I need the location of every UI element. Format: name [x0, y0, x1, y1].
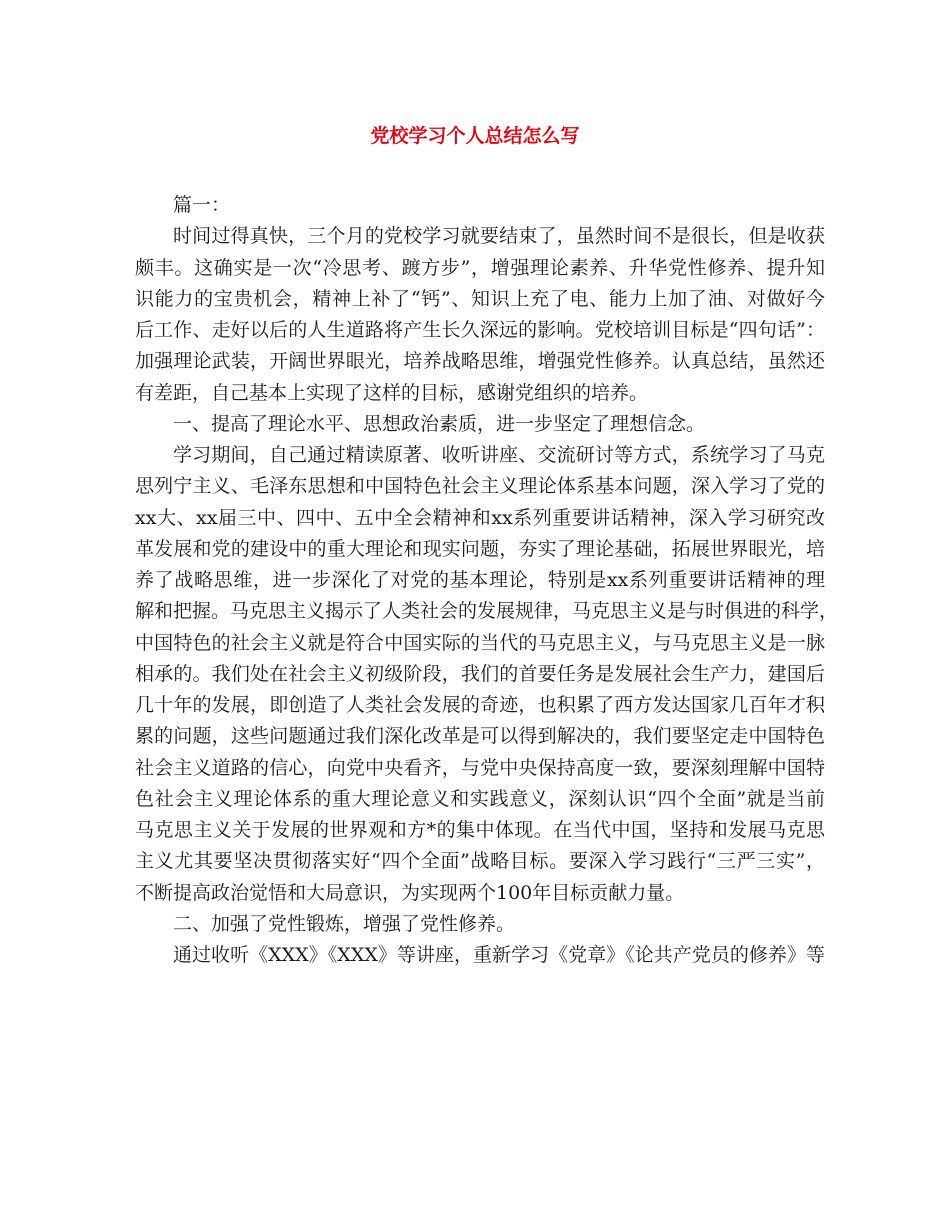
text-line: 解和把握。马克思主义揭示了人类社会的发展规律，马克思主义是与时俱进的科学， — [135, 600, 839, 623]
text-line: 养了战略思维，进一步深化了对党的基本理论，特别是xx系列重要讲话精神的理 — [135, 569, 825, 591]
paragraph-party-spirit — [135, 940, 825, 971]
text-line: 学习期间，自己通过精读原著、收听讲座、交流研讨等方式，系统学习了马克 — [173, 444, 825, 466]
text-line: 后工作、走好以后的人生道路将产生长久深远的影响。党校培训目标是“四句话”： — [135, 319, 825, 341]
text-line: 主义尤其要坚决贯彻落实好“四个全面”战略目标。要深入学习践行“三严三实”， — [135, 850, 825, 873]
text-line: 革发展和党的建设中的重大理论和现实问题，夯实了理论基础，拓展世界眼光，培 — [135, 537, 825, 560]
text-line: 几十年的发展，即创造了人类社会发展的奇迹，也积累了西方发达国家几百年才积 — [135, 694, 825, 716]
section-heading-two — [135, 909, 825, 940]
text-line: 加强理论武装，开阔世界眼光，培养战略思维，增强党性修养。认真总结，虽然还 — [135, 350, 825, 373]
text-line: 识能力的宝贵机会，精神上补了“钙”、知识上充了电、能力上加了油、对做好今 — [135, 287, 825, 310]
text-line: 通过收听《XXX》《XXX》等讲座，重新学习《党章》《论共产党员的修养》等 — [173, 944, 825, 966]
text-line: 有差距，自己基本上实现了这样的目标，感谢党组织的培养。 — [135, 381, 649, 404]
document-title: 党校学习个人总结怎么写 — [370, 125, 580, 147]
text-line: 颇丰。这确实是一次“冷思考、踱方步”，增强理论素养、升华党性修养、提升知 — [135, 256, 825, 279]
text-line: 时间过得真快，三个月的党校学习就要结束了，虽然时间不是很长，但是收获 — [173, 225, 825, 248]
paragraph-intro — [135, 221, 825, 409]
text-line: xx大、xx届三中、四中、五中全会精神和xx系列重要讲话精神，深入学习研究改 — [135, 506, 825, 529]
text-line: 累的问题，这些问题通过我们深化改革是可以得到解决的，我们要坚定走中国特色 — [135, 725, 825, 748]
text-line: 一、提高了理论水平、思想政治素质，进一步坚定了理想信念。 — [173, 412, 706, 435]
text-line: 不断提高政治觉悟和大局意识，为实现两个100年目标贡献力量。 — [135, 881, 685, 904]
text-line: 相承的。我们处在社会主义初级阶段，我们的首要任务是发展社会生产力，建国后 — [135, 662, 825, 685]
text-line: 思列宁主义、毛泽东思想和中国特色社会主义理论体系基本问题，深入学习了党的 — [135, 475, 825, 498]
paragraph-study — [135, 440, 839, 909]
text-line: 中国特色的社会主义就是符合中国实际的当代的马克思主义，与马克思主义是一脉 — [135, 631, 825, 654]
text-line: 二、加强了党性锻炼，增强了党性修养。 — [173, 912, 516, 935]
text-line: 社会主义道路的信心，向党中央看齐，与党中央保持高度一致，要深刻理解中国特 — [135, 756, 825, 779]
text-line: 马克思主义关于发展的世界观和方*的集中体现。在当代中国，坚持和发展马克思 — [135, 819, 825, 841]
section-heading-one — [135, 409, 825, 440]
text-line: 色社会主义理论体系的重大理论意义和实践意义，深刻认识“四个全面”就是当前 — [135, 787, 825, 810]
document-body — [135, 190, 839, 971]
section-label: 篇一： — [173, 194, 231, 216]
